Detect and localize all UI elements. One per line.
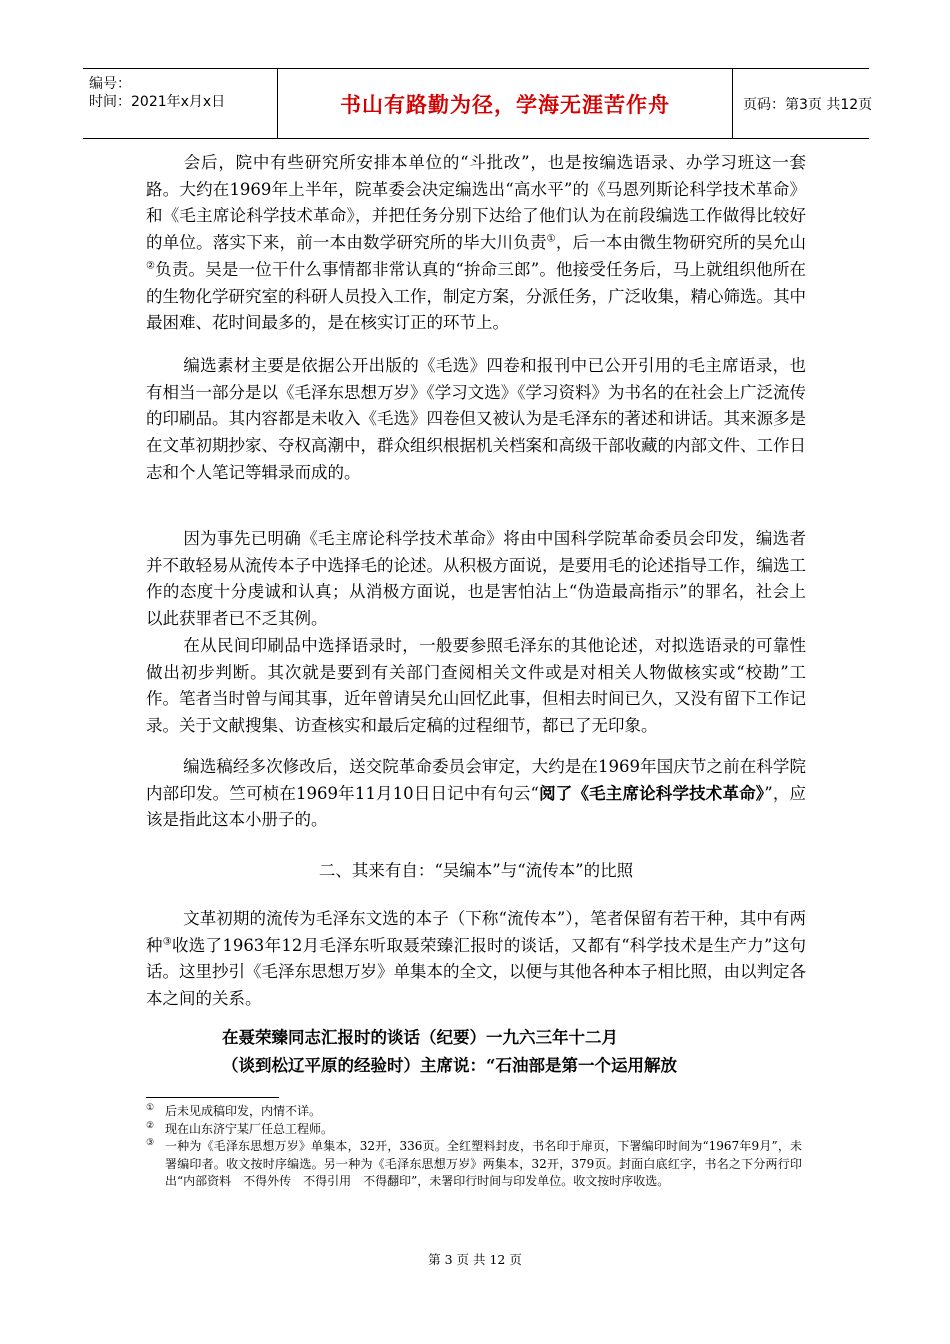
footnotes (146, 1103, 802, 1191)
diary-quote: 阅了《毛主席论科学技术革命》 (538, 783, 765, 803)
footnote-divider (146, 1097, 279, 1098)
section-title: 二、其来有自：“吴编本”与“流传本”的比照 (318, 861, 634, 880)
header-meta (83, 69, 277, 138)
footnote-3 (146, 1138, 802, 1191)
footnote-mark: ② (146, 1120, 155, 1131)
footnote-ref-1: ① (546, 233, 556, 245)
quote-line-1: 在聂荣臻同志汇报时的谈话（纪要）一九六三年十二月 (222, 1028, 618, 1047)
footnote-ref-2: ② (146, 260, 156, 272)
paragraph-6: 文革初期的流传为毛泽东文选的本子（下称“流传本”），笔者保留有若干种，其中有两种③收选了1963年12月毛泽东听取聂荣臻汇报时的谈话，又都有“科学技术是生产力”这句话。这里抄引《毛泽东思想万岁》单集本的全文，以便与其他各种本子相比照，由以判定各本之间的关系。 (146, 909, 807, 1009)
quoted-speech (222, 1024, 782, 1080)
document-number-label: 编号： (89, 76, 131, 92)
page-number: 第 3 页 共 12 页 (428, 1252, 522, 1267)
footnote-1 (146, 1103, 802, 1121)
footnote-mark: ③ (146, 1138, 155, 1149)
header-motto: 书山有路勤为径，学海无涯苦作舟 (277, 69, 733, 138)
footnote-text: 一种为《毛泽东思想万岁》单集本，32开，336页。全红塑料封皮，书名印于扉页，下署编印时间为“1967年9月”，未署编印者。收文按时序编选。另一种为《毛泽东思想万岁》两集本，32开，379页。封面白底红字，书名之下分两行印出“内部资料 不得外传 不得引用 不得翻印”，未署印行时间与印发单位。收文按时序收选。 (165, 1139, 802, 1189)
footnote-2 (146, 1121, 802, 1139)
footnote-text: 现在山东济宁某厂任总工程师。 (165, 1121, 334, 1136)
footnote-mark: ① (146, 1103, 155, 1113)
paragraph-5: 编选稿经多次修改后，送交院革命委员会审定，大约是在1969年国庆节之前在科学院内部印发。竺可桢在1969年11月10日日记中有句云“阅了《毛主席论科学技术革命》”，应该是指此这本小册子的。 (146, 757, 807, 830)
header-page-info: 页码：第3页 共12页 (743, 96, 873, 113)
paragraph-2: 编选素材主要是依据公开出版的《毛选》四卷和报刊中已公开引用的毛主席语录，也有相当一部分是以《毛泽东思想万岁》《学习文选》《学习资料》为书名的在社会上广泛流传的印刷品。其内容都是未收入《毛选》四卷但又被认为是毛泽东的著述和讲话。其来源多是在文革初期抄家、夺权高潮中，群众组织根据机关档案和高级干部收藏的内部文件、工作日志和个人笔记等辑录而成的。 (146, 356, 806, 482)
paragraph-3: 因为事先已明确《毛主席论科学技术革命》将由中国科学院革命委员会印发，编选者并不敢轻易从流传本子中选择毛的论述。从积极方面说，是要用毛的论述指导工作，编选工作的态度十分虔诚和认真；从消极方面说，也是害怕沾上“伪造最高指示”的罪名，社会上以此获罪者已不乏其例。 (146, 529, 806, 629)
footnote-text: 后未见成稿印发，内情不详。 (165, 1104, 322, 1118)
page-footer (0, 1250, 950, 1268)
page-header (83, 68, 873, 139)
quote-line-2: （谈到松辽平原的经验时）主席说：“石油部是第一个运用解放 (222, 1056, 677, 1075)
document-date: 时间：2021年x月x日 (89, 94, 226, 110)
paragraph-1: 会后，院中有些研究所安排本单位的“斗批改”，也是按编选语录、办学习班这一套路。大约在1969年上半年，院革委会决定编选出“高水平”的《马恩列斯论科学技术革命》和《毛主席论科学技术革命》，并把任务分别下达给了他们认为在前段编选工作做得比较好的单位。落实下来，前一本由数学研究所的毕大川负责①，后一本由微生物研究所的吴允山②负责。吴是一位干什么事情都非常认真的“拚命三郎”。他接受任务后，马上就组织他所在的生物化学研究室的科研人员投入工作，制定方案，分派任务，广泛收集，精心筛选。其中最困难、花时间最多的，是在核实订正的环节上。 (146, 153, 807, 333)
footnote-ref-3: ③ (162, 936, 173, 948)
paragraph-4: 在从民间印刷品中选择语录时，一般要参照毛泽东的其他论述，对拟选语录的可靠性做出初步判断。其次就是要到有关部门查阅相关文件或是对相关人物做核实或“校勘”工作。笔者当时曾与闻其事，近年曾请吴允山回忆此事，但相去时间已久，又没有留下工作记录。关于文献搜集、访查核实和最后定稿的过程细节，都已了无印象。 (146, 636, 806, 736)
